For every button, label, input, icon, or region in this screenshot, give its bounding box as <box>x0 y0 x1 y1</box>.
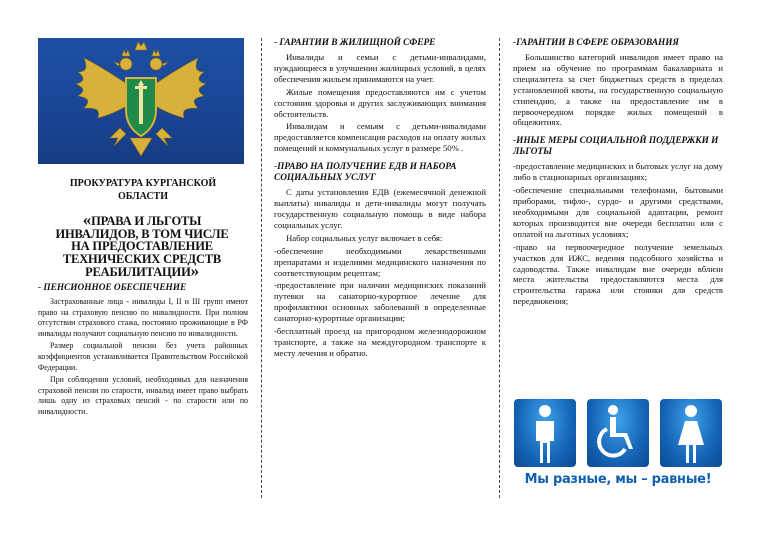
organization-name <box>30 177 256 203</box>
slogan: Мы разные, мы – равные! <box>524 472 712 487</box>
column-divider <box>499 38 500 498</box>
section-heading: - ГАРАНТИИ В ЖИЛИЩНОЙ СФЕРЕ <box>274 38 436 48</box>
open-quote: « <box>82 210 92 229</box>
column-divider <box>261 38 262 498</box>
title-line: ТЕХНИЧЕСКИХ СРЕДСТВ <box>62 251 222 266</box>
paragraph: С даты установления ЕДВ (ежемесячной денежной выплаты) инвалиды и дети-инвалиды могут получать государственную социальную помощь в виде набора социальных услуг. <box>274 187 486 230</box>
education-and-support-section <box>513 38 723 309</box>
list-item: -обеспечение специальными телефонами, бытовыми приборами, тифло-, сурдо- и другими средствами, необходимыми для социальной адаптации, ремонт которых производится вне очереди бесплатно или с оплатой на льготных условиях; <box>513 185 723 239</box>
section-heading: -ПРАВО НА ПОЛУЧЕНИЕ ЕДВ И НАБОРА СОЦИАЛЬНЫХ УСЛУГ <box>274 162 457 184</box>
prosecutor-emblem <box>38 38 244 164</box>
double-headed-eagle-icon <box>38 38 244 164</box>
title-line-text: РЕАБИЛИТАЦИИ <box>85 265 191 279</box>
title-line <box>34 261 250 280</box>
housing-and-edv-section <box>274 38 486 361</box>
section-heading: -ГАРАНТИИ В СФЕРЕ ОБРАЗОВАНИЯ <box>513 38 679 48</box>
man-icon <box>514 399 576 467</box>
section-heading: -ИНЫЕ МЕРЫ СОЦИАЛЬНОЙ ПОДДЕРЖКИ И ЛЬГОТЫ <box>513 136 719 158</box>
paragraph: Инвалидам и семьям с детьми-инвалидами предоставляется компенсация расходов на оплату жилых помещений и коммунальных услуг в размере 50% . <box>274 121 486 154</box>
paragraph: Набор социальных услуг включает в себя: <box>286 232 443 243</box>
paragraph: При соблюдении условий, необходимых для назначения страховой пенсии по старости, инвалид имеет право выбрать лишь одну из страховых пенсий - по старости или по инвалидности. <box>38 375 248 416</box>
wheelchair-icon <box>587 399 649 467</box>
title-line: ИНВАЛИДОВ, В ТОМ ЧИСЛЕ <box>55 226 229 241</box>
list-item: -предоставление при наличии медицинских показаний путевки на санаторно-курортное лечение для профилактики основных заболеваний в определенные санаторно-курортные организации; <box>274 280 486 324</box>
section-heading: - ПЕНСИОННОЕ ОБЕСПЕЧЕНИЕ <box>38 283 187 293</box>
org-line: ОБЛАСТИ <box>118 191 168 202</box>
title-line: НА ПРЕДОСТАВЛЕНИЕ <box>71 239 213 253</box>
list-item: -предоставление медицинских и бытовых услуг на дому либо в стационарных организациях; <box>513 161 723 183</box>
list-item: -обеспечение необходимыми лекарственными препаратами и изделиями медицинского назначения по соответствующим рецептам; <box>274 245 486 278</box>
paragraph: Жилые помещения предоставляются им с учетом состояния здоровья и других заслуживающих внимания обстоятельств. <box>274 86 486 119</box>
woman-icon <box>660 399 722 467</box>
paragraph: Инвалиды и семьи с детьми-инвалидами, нуждающиеся в улучшении жилищных условий, в целях обеспечения жильем принимаются на учет. <box>274 52 486 84</box>
title-line-text: ПРАВА И ЛЬГОТЫ <box>91 214 202 228</box>
paragraph: Большинство категорий инвалидов имеет право на прием на обучение по программам бакалавриата и специалитета за счет бюджетных средств в пределах установленной квоты, на государственную социальную стипендию, а также на предоставление им в первоочередном порядке жилых помещений в общежитиях. <box>513 52 723 128</box>
pension-section <box>38 283 248 420</box>
close-quote: » <box>190 261 199 280</box>
paragraph: Застрахованные лица - инвалиды I, II и III групп имеют право на страховую пенсию по инвалидности. При полном отсутствии страхового стажа, постоянно проживающие в РФ инвалиды получают социальную пенсию по инвалидности. <box>38 297 248 338</box>
brochure-title <box>34 210 250 280</box>
equality-illustration <box>512 399 724 501</box>
paragraph: Размер социальной пенсии без учета районных коэффициентов устанавливается Правительством Российской Федерации. <box>38 341 248 372</box>
list-item: -бесплатный проезд на пригородном железнодорожном транспорте, а также на междугородном транспорте к месту лечения и обратно. <box>274 326 486 358</box>
list-item: -право на первоочередное получение земельных участков для ИЖС, ведения подсобного хозяйства и садоводства. Также инвалидам вне очереди вблизи места жительства предоставляются места для строительства гаража или стоянки для средств передвижения; <box>513 241 723 307</box>
title-line <box>34 210 250 229</box>
org-line: ПРОКУРАТУРА КУРГАНСКОЙ <box>69 178 217 189</box>
